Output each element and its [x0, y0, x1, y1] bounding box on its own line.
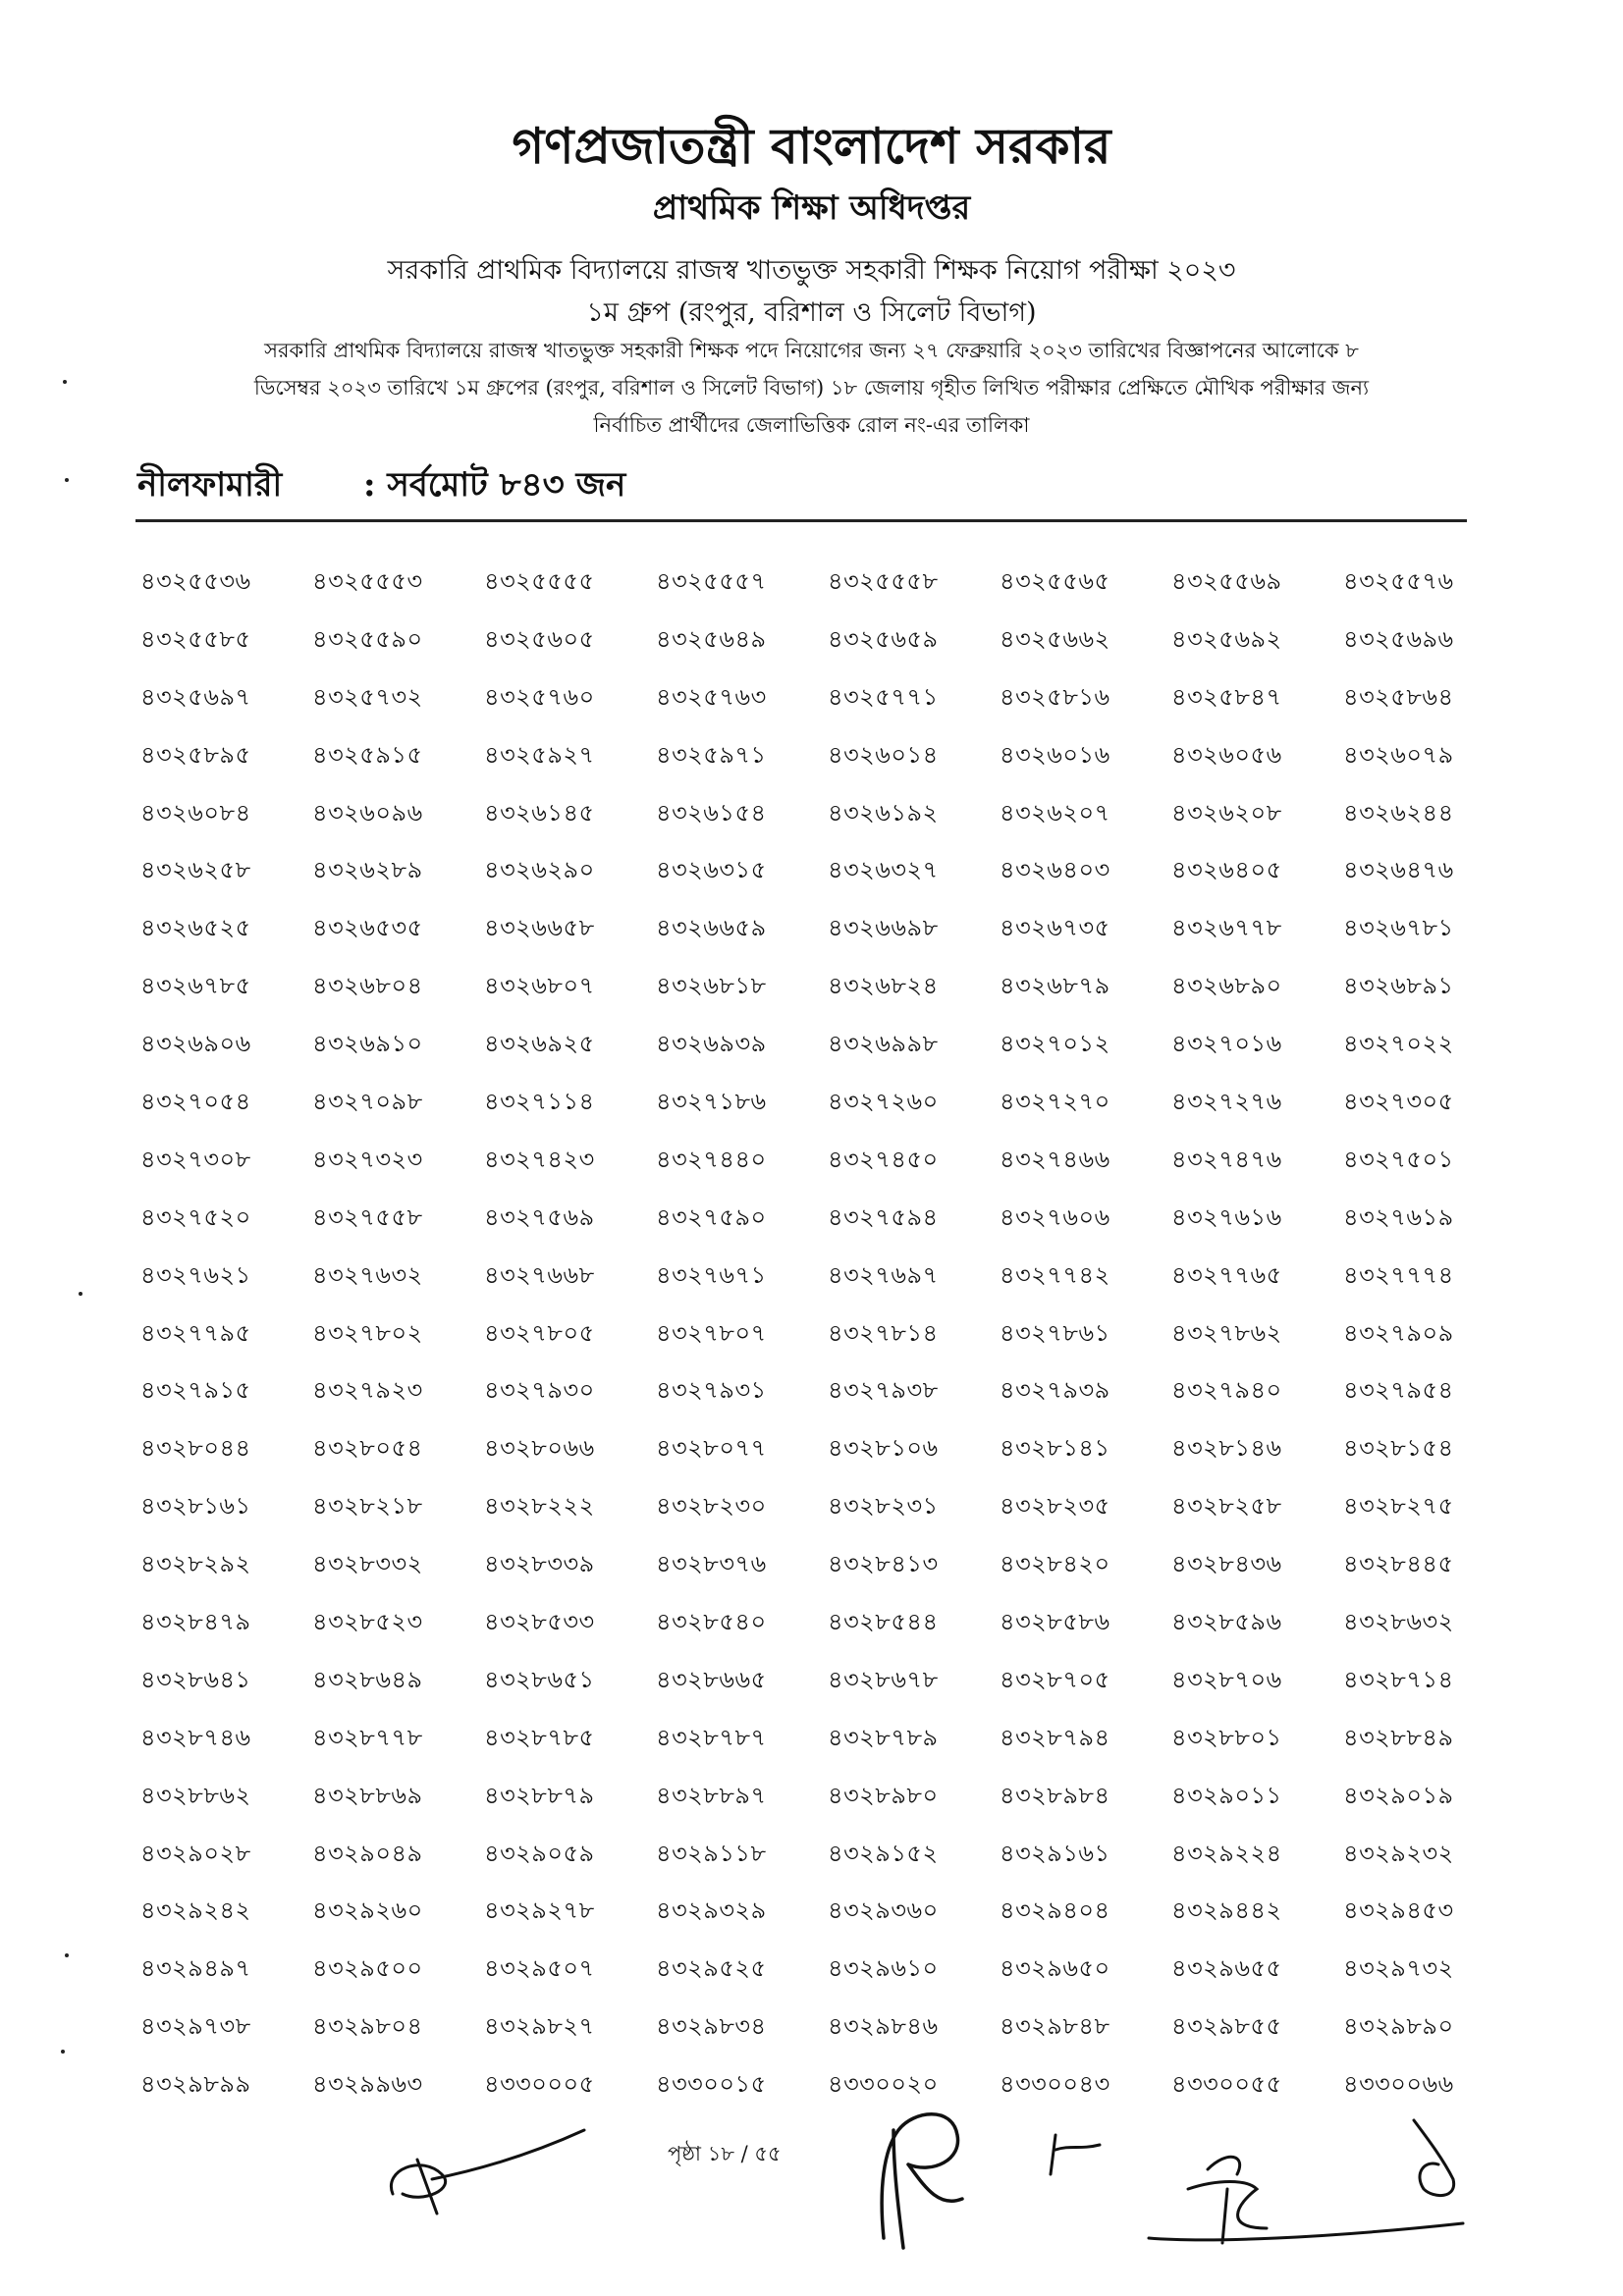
roll-number-cell: ৪৩২৭৫৯৪ [828, 1202, 939, 1231]
roll-number-cell: ৪৩২৬৮৯০ [1171, 972, 1282, 1000]
roll-number-cell: ৪৩২৭০৯৮ [312, 1088, 423, 1116]
roll-number-cell: ৪৩৩০০৬৬ [1343, 2070, 1454, 2099]
page-number: পৃষ্ঠা ১৮ / ৫৫ [668, 2142, 782, 2165]
roll-number-cell: ৪৩২৬৭৮১ [1343, 914, 1454, 942]
roll-number-cell: ৪৩২৭৭৭৪ [1343, 1260, 1454, 1289]
roll-number-cell: ৪৩২৬৮২৪ [828, 972, 939, 1000]
roll-number-cell: ৪৩২৯৪৫৩ [1343, 1896, 1454, 1925]
roll-number-cell: ৪৩২৭৭৬৫ [1171, 1260, 1282, 1289]
signature-2 [854, 2091, 982, 2258]
roll-number-cell: ৪৩২৯৭৩২ [1343, 1954, 1454, 1983]
roll-number-cell: ৪৩২৫৫৮৫ [140, 624, 251, 653]
roll-number-cell: ৪৩২৮১০৬ [828, 1434, 939, 1463]
roll-number-cell: ৪৩৩০০০৫ [484, 2070, 595, 2099]
roll-number-cell: ৪৩২৫৬০৫ [484, 624, 595, 653]
roll-number-cell: ৪৩২৬২৯০ [484, 856, 595, 884]
roll-number-cell: ৪৩২৮৪১৩ [828, 1550, 939, 1578]
roll-number-cell: ৪৩২৯১১৮ [656, 1839, 767, 1867]
roll-number-cell: ৪৩২৬০৭৯ [1343, 740, 1454, 769]
roll-number-cell: ৪৩২৮৪৩৬ [1171, 1550, 1282, 1578]
roll-number-cell: ৪৩২৯০৫৯ [484, 1839, 595, 1867]
roll-number-cell: ৪৩২৬৮১৮ [656, 972, 767, 1000]
roll-number-cell: ৪৩২৭৬৩২ [312, 1260, 423, 1289]
roll-number-cell: ৪৩২৭১৮৬ [656, 1088, 767, 1116]
roll-number-cell: ৪৩২৭৪৬৬ [1000, 1145, 1110, 1173]
roll-number-cell: ৪৩২৮১৪৬ [1171, 1434, 1282, 1463]
roll-number-cell: ৪৩২৯২৩২ [1343, 1839, 1454, 1867]
roll-number-cell: ৪৩২৬০১৪ [828, 740, 939, 769]
roll-number-cell: ৪৩২৫৬৯৬ [1343, 624, 1454, 653]
roll-number-cell: ৪৩২৮৮০১ [1171, 1723, 1282, 1751]
roll-number-cell: ৪৩২৯৫০০ [312, 1954, 423, 1983]
roll-number-cell: ৪৩২৭৮৬১ [1000, 1318, 1110, 1347]
roll-number-cell: ৪৩২৯২৪২ [140, 1896, 251, 1925]
roll-number-cell: ৪৩২৭৩০৮ [140, 1145, 251, 1173]
roll-number-cell: ৪৩২৭৮০২ [312, 1318, 423, 1347]
roll-number-cell: ৪৩২৬০৫৬ [1171, 740, 1282, 769]
roll-number-cell: ৪৩২৬২৮৯ [312, 856, 423, 884]
roll-number-cell: ৪৩২৫৯৭১ [656, 740, 767, 769]
roll-number-cell: ৪৩২৮১৬১ [140, 1492, 251, 1521]
roll-number-cell: ৪৩২৭০৫৪ [140, 1088, 251, 1116]
roll-number-cell: ৪৩২৬১৯২ [828, 798, 939, 827]
roll-number-cell: ৪৩২৭৩২৩ [312, 1145, 423, 1173]
roll-number-cell: ৪৩২৯৮৪৮ [1000, 2012, 1110, 2041]
roll-number-cell: ৪৩২৯২৭৮ [484, 1896, 595, 1925]
roll-number-cell: ৪৩২৮০৭৭ [656, 1434, 767, 1463]
roll-number-cell: ৪৩২৭৪৪০ [656, 1145, 767, 1173]
roll-number-cell: ৪৩২৬৭৩৫ [1000, 914, 1110, 942]
roll-number-cell: ৪৩২৫৭৬৩ [656, 682, 767, 711]
heading-divider [135, 519, 1467, 522]
roll-number-cell: ৪৩২৮২৩৫ [1000, 1492, 1110, 1521]
roll-number-cell: ৪৩২৯০১৯ [1343, 1781, 1454, 1809]
roll-number-cell: ৪৩২৮৫৮৬ [1000, 1608, 1110, 1636]
roll-number-cell: ৪৩২৯৪৪২ [1171, 1896, 1282, 1925]
roll-number-cell: ৪৩৩০০১৫ [656, 2070, 767, 2099]
roll-number-cell: ৪৩২৮৭৪৬ [140, 1723, 251, 1751]
margin-speck [61, 2050, 65, 2054]
description-line-3: নির্বাচিত প্রার্থীদের জেলাভিত্তিক রোল নং-এর তালিকা [593, 413, 1030, 437]
roll-number-cell: ৪৩২৭৬১৯ [1343, 1202, 1454, 1231]
roll-number-cell: ৪৩২৯০২৮ [140, 1839, 251, 1867]
roll-number-cell: ৪৩২৮২২২ [484, 1492, 595, 1521]
roll-number-cell: ৪৩২৮২৩০ [656, 1492, 767, 1521]
roll-number-cell: ৪৩২৭৫০১ [1343, 1145, 1454, 1173]
roll-number-cell: ৪৩২৭৯৩১ [656, 1376, 767, 1405]
roll-number-cell: ৪৩২৮২৩১ [828, 1492, 939, 1521]
margin-speck [79, 1292, 82, 1296]
roll-number-cell: ৪৩২৭৬০৬ [1000, 1202, 1110, 1231]
roll-number-cell: ৪৩২৯৮৪৬ [828, 2012, 939, 2041]
roll-number-cell: ৪৩২৯০৪৯ [312, 1839, 423, 1867]
roll-number-cell: ৪৩২৮৭৮৫ [484, 1723, 595, 1751]
roll-number-cell: ৪৩২৮১৪১ [1000, 1434, 1110, 1463]
roll-number-cell: ৪৩২৬৫২৫ [140, 914, 251, 942]
margin-speck [65, 1953, 69, 1957]
group-title: ১ম গ্রুপ (রংপুর, বরিশাল ও সিলেট বিভাগ) [586, 297, 1037, 328]
roll-number-cell: ৪৩২৯৬১০ [828, 1954, 939, 1983]
roll-number-cell: ৪৩২৯৭৩৮ [140, 2012, 251, 2041]
roll-number-cell: ৪৩২৭৬৭১ [656, 1260, 767, 1289]
roll-number-cell: ৪৩২৮০৬৬ [484, 1434, 595, 1463]
roll-number-cell: ৪৩২৯২২৪ [1171, 1839, 1282, 1867]
district-heading [137, 459, 1463, 514]
roll-number-cell: ৪৩২৬৯২৫ [484, 1030, 595, 1058]
roll-number-cell: ৪৩২৭৯২৩ [312, 1376, 423, 1405]
roll-number-cell: ৪৩২৯৮৯০ [1343, 2012, 1454, 2041]
roll-number-cell: ৪৩২৮৩৩৯ [484, 1550, 595, 1578]
roll-number-cell: ৪৩২৭১১৪ [484, 1088, 595, 1116]
roll-number-cell: ৪৩২৯১৫২ [828, 1839, 939, 1867]
roll-number-cell: ৪৩২৭৮০৫ [484, 1318, 595, 1347]
roll-number-cell: ৪৩২৭২৬০ [828, 1088, 939, 1116]
notice-description [157, 332, 1466, 444]
roll-number-cell: ৪৩২৫৫৬৫ [1000, 567, 1110, 595]
roll-number-cell: ৪৩৩০০৫৫ [1171, 2070, 1282, 2099]
roll-number-cell: ৪৩২৫৮৪৭ [1171, 682, 1282, 711]
roll-number-cell: ৪৩২৮২৭৫ [1343, 1492, 1454, 1521]
roll-number-cell: ৪৩২৯৮৩৪ [656, 2012, 767, 2041]
roll-number-cell: ৪৩২৮৭১৪ [1343, 1665, 1454, 1693]
roll-number-cell: ৪৩২৭৫৯০ [656, 1202, 767, 1231]
roll-number-cell: ৪৩২৬৯৯৮ [828, 1030, 939, 1058]
roll-number-cell: ৪৩২৮৩৩২ [312, 1550, 423, 1578]
roll-number-cell: ৪৩২৫৫৫৫ [484, 567, 595, 595]
signature-1 [363, 2101, 599, 2228]
roll-number-cell: ৪৩২৬৩১৫ [656, 856, 767, 884]
roll-number-cell: ৪৩২৬৯০৬ [140, 1030, 251, 1058]
roll-number-cell: ৪৩২৮৮৭৯ [484, 1781, 595, 1809]
roll-number-cell: ৪৩২৭৫৬৯ [484, 1202, 595, 1231]
signature-4 [1129, 2081, 1502, 2258]
roll-number-cell: ৪৩৩০০৪৩ [1000, 2070, 1110, 2099]
roll-number-cell: ৪৩২৯৪০৪ [1000, 1896, 1110, 1925]
roll-number-cell: ৪৩২৫৮১৬ [1000, 682, 1110, 711]
roll-number-cell: ৪৩২৬৮০৭ [484, 972, 595, 1000]
roll-number-cell: ৪৩২৬০৮৪ [140, 798, 251, 827]
roll-number-cell: ৪৩২৮৬৬৫ [656, 1665, 767, 1693]
roll-number-cell: ৪৩২৭৭৯৫ [140, 1318, 251, 1347]
roll-number-cell: ৪৩২৫৫৯০ [312, 624, 423, 653]
roll-number-cell: ৪৩২৮৬৭৮ [828, 1665, 939, 1693]
roll-number-cell: ৪৩২৮০৪৪ [140, 1434, 251, 1463]
roll-number-cell: ৪৩২৭২৭০ [1000, 1088, 1110, 1116]
roll-number-cell: ৪৩২৮৫৪৪ [828, 1608, 939, 1636]
roll-number-cell: ৪৩২৬০৯৬ [312, 798, 423, 827]
roll-number-cell: ৪৩২৫৫৬৯ [1171, 567, 1282, 595]
roll-number-cell: ৪৩২৯২৬০ [312, 1896, 423, 1925]
roll-number-cell: ৪৩২৭৯৩৮ [828, 1376, 939, 1405]
roll-number-cell: ৪৩২৯৬৫০ [1000, 1954, 1110, 1983]
roll-number-cell: ৪৩২৮৬৪১ [140, 1665, 251, 1693]
roll-number-cell: ৪৩২৮৩৭৬ [656, 1550, 767, 1578]
roll-number-cell: ৪৩২৭৯৫৪ [1343, 1376, 1454, 1405]
roll-number-table [140, 563, 1471, 2124]
roll-number-cell: ৪৩২৫৭৬০ [484, 682, 595, 711]
roll-number-cell: ৪৩২৮০৫৪ [312, 1434, 423, 1463]
roll-number-cell: ৪৩২৫৮৬৪ [1343, 682, 1454, 711]
roll-number-cell: ৪৩২৯৮২৭ [484, 2012, 595, 2041]
roll-number-cell: ৪৩২৭৯১৫ [140, 1376, 251, 1405]
roll-number-cell: ৪৩২৬৮৯১ [1343, 972, 1454, 1000]
signature-3 [1041, 2125, 1119, 2194]
roll-number-cell: ৪৩২৯৫০৭ [484, 1954, 595, 1983]
roll-number-cell: ৪৩২৫৫৩৬ [140, 567, 251, 595]
roll-number-cell: ৪৩২৬১৫৪ [656, 798, 767, 827]
roll-number-cell: ৪৩২৭৬১৬ [1171, 1202, 1282, 1231]
roll-number-cell: ৪৩২৮৯৮০ [828, 1781, 939, 1809]
description-line-2: ডিসেম্বর ২০২৩ তারিখে ১ম গ্রুপের (রংপুর, বরিশাল ও সিলেট বিভাগ) ১৮ জেলায় গৃহীত লিখিত পরীক্ষার প্রেক্ষিতে মৌখিক পরীক্ষার জন্য [253, 376, 1370, 400]
roll-number-cell: ৪৩২৭০১২ [1000, 1030, 1110, 1058]
roll-number-cell: ৪৩২৫৯১৫ [312, 740, 423, 769]
roll-number-cell: ৪৩২৮৫২৩ [312, 1608, 423, 1636]
roll-number-cell: ৪৩২৭০১৬ [1171, 1030, 1282, 1058]
roll-number-cell: ৪৩২৫৮৯৫ [140, 740, 251, 769]
roll-number-cell: ৪৩২৬১৪৫ [484, 798, 595, 827]
roll-number-cell: ৪৩২৮২১৮ [312, 1492, 423, 1521]
roll-number-cell: ৪৩২৯৩২৯ [656, 1896, 767, 1925]
roll-number-cell: ৪৩৩০০২০ [828, 2070, 939, 2099]
roll-number-cell: ৪৩২৮২৯২ [140, 1550, 251, 1578]
roll-number-cell: ৪৩২৭৯৪০ [1171, 1376, 1282, 1405]
roll-number-cell: ৪৩২৭৪৭৬ [1171, 1145, 1282, 1173]
roll-number-cell: ৪৩২৯৮৯৯ [140, 2070, 251, 2099]
roll-number-cell: ৪৩২৮৯৮৪ [1000, 1781, 1110, 1809]
roll-number-cell: ৪৩২৭০২২ [1343, 1030, 1454, 1058]
roll-number-cell: ৪৩২৮৫৪০ [656, 1608, 767, 1636]
government-title: গণপ্রজাতন্ত্রী বাংলাদেশ সরকার [512, 117, 1111, 175]
roll-number-cell: ৪৩২৭৩০৫ [1343, 1088, 1454, 1116]
roll-number-cell: ৪৩২৯০১১ [1171, 1781, 1282, 1809]
roll-number-cell: ৪৩২৬৯১০ [312, 1030, 423, 1058]
roll-number-cell: ৪৩২৭৮০৭ [656, 1318, 767, 1347]
roll-number-cell: ৪৩২৮৬৩২ [1343, 1608, 1454, 1636]
roll-number-cell: ৪৩২৭৪২৩ [484, 1145, 595, 1173]
roll-number-cell: ৪৩২৮৮৯৭ [656, 1781, 767, 1809]
roll-number-cell: ৪৩২৭৯৩০ [484, 1376, 595, 1405]
roll-number-cell: ৪৩২৬৭৭৮ [1171, 914, 1282, 942]
exam-title: সরকারি প্রাথমিক বিদ্যালয়ে রাজস্ব খাতভুক্ত সহকারী শিক্ষক নিয়োগ পরীক্ষা ২০২৩ [387, 255, 1236, 286]
roll-number-cell: ৪৩২৯৯৬৩ [312, 2070, 423, 2099]
roll-number-cell: ৪৩২৬০১৬ [1000, 740, 1110, 769]
roll-number-cell: ৪৩২৮৫৩৩ [484, 1608, 595, 1636]
roll-number-cell: ৪৩২৮৮৬২ [140, 1781, 251, 1809]
roll-number-cell: ৪৩২৬৪০৫ [1171, 856, 1282, 884]
roll-number-cell: ৪৩২৫৫৫৭ [656, 567, 767, 595]
roll-number-cell: ৪৩২৭৮৬২ [1171, 1318, 1282, 1347]
roll-number-cell: ৪৩২৯৬৫৫ [1171, 1954, 1282, 1983]
roll-number-cell: ৪৩২৮৪২০ [1000, 1550, 1110, 1578]
roll-number-cell: ৪৩২৬৯৩৯ [656, 1030, 767, 1058]
roll-number-cell: ৪৩২৫৭৭১ [828, 682, 939, 711]
margin-speck [65, 478, 69, 482]
roll-number-cell: ৪৩২৫৫৫৮ [828, 567, 939, 595]
department-title: প্রাথমিক শিক্ষা অধিদপ্তর [652, 188, 971, 228]
roll-number-cell: ৪৩২৬২৫৮ [140, 856, 251, 884]
district-total: : সর্বমোট ৮৪৩ জন [363, 465, 626, 505]
roll-number-cell: ৪৩২৭৬৬৮ [484, 1260, 595, 1289]
roll-number-cell: ৪৩২৬৪৭৬ [1343, 856, 1454, 884]
roll-number-cell: ৪৩২৬৮০৪ [312, 972, 423, 1000]
roll-number-cell: ৪৩২৭৪৫০ [828, 1145, 939, 1173]
roll-number-cell: ৪৩২৭৮১৪ [828, 1318, 939, 1347]
roll-number-cell: ৪৩২৬২০৭ [1000, 798, 1110, 827]
roll-number-cell: ৪৩২৫৭৩২ [312, 682, 423, 711]
roll-number-cell: ৪৩২৭৫২০ [140, 1202, 251, 1231]
roll-number-cell: ৪৩২৫৬৬২ [1000, 624, 1110, 653]
roll-number-cell: ৪৩২৯৪৯৭ [140, 1954, 251, 1983]
roll-number-cell: ৪৩২৮৬৪৯ [312, 1665, 423, 1693]
roll-number-cell: ৪৩২৭৯৩৯ [1000, 1376, 1110, 1405]
roll-number-cell: ৪৩২৮৪৪৫ [1343, 1550, 1454, 1578]
roll-number-cell: ৪৩২৮৮৬৯ [312, 1781, 423, 1809]
roll-number-cell: ৪৩২৮৪৭৯ [140, 1608, 251, 1636]
roll-number-cell: ৪৩২৫৯২৭ [484, 740, 595, 769]
roll-number-cell: ৪৩২৭৬৯৭ [828, 1260, 939, 1289]
roll-number-cell: ৪৩২৯৮৫৫ [1171, 2012, 1282, 2041]
margin-speck [63, 380, 67, 384]
roll-number-cell: ৪৩২৫৫৫৩ [312, 567, 423, 595]
roll-number-cell: ৪৩২৬৬৫৯ [656, 914, 767, 942]
roll-number-cell: ৪৩২৬৬৯৮ [828, 914, 939, 942]
roll-number-cell: ৪৩২৫৬৪৯ [656, 624, 767, 653]
roll-number-cell: ৪৩২৯৫২৫ [656, 1954, 767, 1983]
description-line-1: সরকারি প্রাথমিক বিদ্যালয়ে রাজস্ব খাতভুক্ত সহকারী শিক্ষক পদে নিয়োগের জন্য ২৭ ফেব্রুয়ারি ২০২৩ তারিখের বিজ্ঞাপনের আলোকে ৮ [264, 339, 1359, 362]
roll-number-cell: ৪৩২৮৮৪৯ [1343, 1723, 1454, 1751]
roll-number-cell: ৪৩২৭৭৪২ [1000, 1260, 1110, 1289]
roll-number-cell: ৪৩২৯৮০৪ [312, 2012, 423, 2041]
roll-number-cell: ৪৩২৭৯০৯ [1343, 1318, 1454, 1347]
roll-number-cell: ৪৩২৮৫৯৬ [1171, 1608, 1282, 1636]
roll-number-cell: ৪৩২৮৭৯৪ [1000, 1723, 1110, 1751]
roll-number-cell: ৪৩২৬৪০৩ [1000, 856, 1110, 884]
roll-number-cell: ৪৩২৭৫৫৮ [312, 1202, 423, 1231]
roll-number-cell: ৪৩২৮১৫৪ [1343, 1434, 1454, 1463]
roll-number-cell: ৪৩২৯৩৬০ [828, 1896, 939, 1925]
roll-number-cell: ৪৩২৬৭৮৫ [140, 972, 251, 1000]
district-name: নীলফামারী [137, 465, 283, 505]
roll-number-cell: ৪৩২৮৭০৫ [1000, 1665, 1110, 1693]
roll-number-cell: ৪৩২৬২০৮ [1171, 798, 1282, 827]
roll-number-cell: ৪৩২৫৬৯২ [1171, 624, 1282, 653]
roll-number-cell: ৪৩২৮৬৫১ [484, 1665, 595, 1693]
roll-number-cell: ৪৩২৭২৭৬ [1171, 1088, 1282, 1116]
roll-number-cell: ৪৩২৬৬৫৮ [484, 914, 595, 942]
roll-number-cell: ৪৩২৮৭৭৮ [312, 1723, 423, 1751]
roll-number-cell: ৪৩২৮৭৮৯ [828, 1723, 939, 1751]
roll-number-cell: ৪৩২৬৮৭৯ [1000, 972, 1110, 1000]
roll-number-cell: ৪৩২৫৬৫৯ [828, 624, 939, 653]
roll-number-cell: ৪৩২৭৬২১ [140, 1260, 251, 1289]
roll-number-cell: ৪৩২৫৫৭৬ [1343, 567, 1454, 595]
roll-number-cell: ৪৩২৮২৫৮ [1171, 1492, 1282, 1521]
roll-number-cell: ৪৩২৬৩২৭ [828, 856, 939, 884]
roll-number-cell: ৪৩২৬৫৩৫ [312, 914, 423, 942]
roll-number-cell: ৪৩২৫৬৯৭ [140, 682, 251, 711]
roll-number-cell: ৪৩২৬২৪৪ [1343, 798, 1454, 827]
roll-number-cell: ৪৩২৮৭০৬ [1171, 1665, 1282, 1693]
roll-number-cell: ৪৩২৮৭৮৭ [656, 1723, 767, 1751]
roll-number-cell: ৪৩২৯১৬১ [1000, 1839, 1110, 1867]
